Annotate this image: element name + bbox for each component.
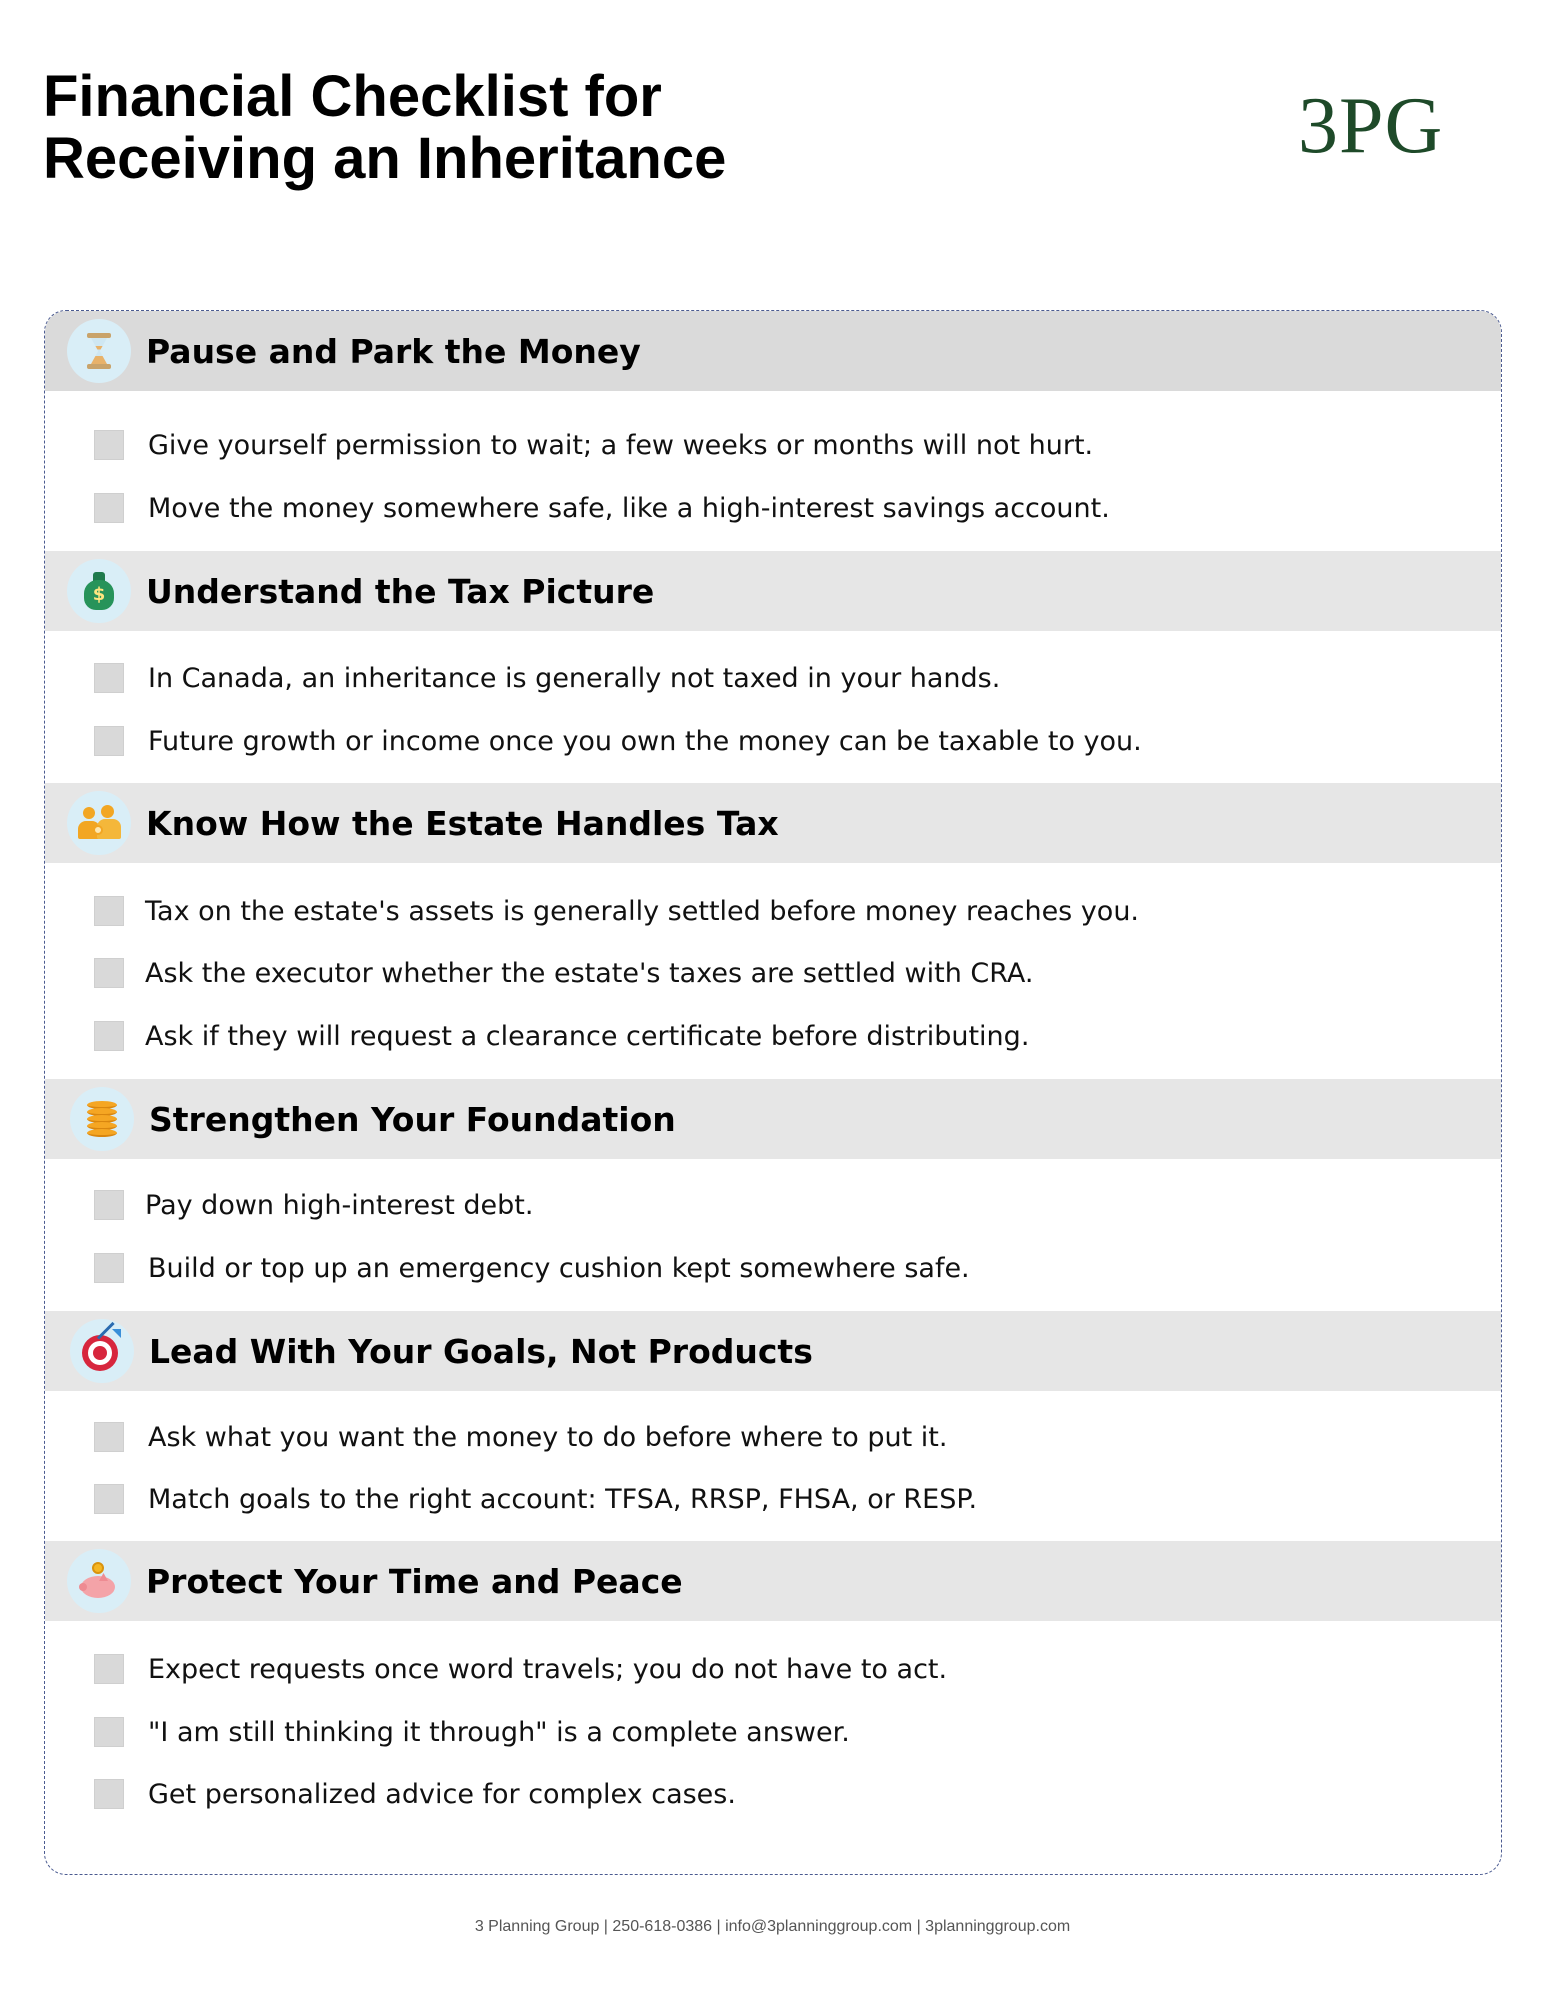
checklist-item-text: "I am still thinking it through" is a complete answer.: [148, 1716, 850, 1748]
checklist-item[interactable]: [45, 1180, 1501, 1230]
checkbox[interactable]: [94, 1021, 124, 1051]
checkbox[interactable]: [94, 1422, 124, 1452]
checklist-item-text: Build or top up an emergency cushion kept somewhere safe.: [148, 1252, 970, 1284]
checklist-item-text: Expect requests once word travels; you do not have to act.: [148, 1653, 948, 1685]
checklist-item[interactable]: [45, 653, 1501, 703]
checklist-item[interactable]: [45, 886, 1501, 936]
checkbox[interactable]: [94, 1253, 124, 1283]
section-title: Understand the Tax Picture: [146, 571, 655, 611]
target-icon: [70, 1319, 134, 1383]
checkbox[interactable]: [94, 1654, 124, 1684]
section-title: Lead With Your Goals, Not Products: [149, 1331, 813, 1371]
section-header-protect-time: [45, 1541, 1501, 1621]
hourglass-icon: [67, 319, 131, 383]
checklist-item-text: Tax on the estate's assets is generally settled before money reaches you.: [145, 895, 1140, 927]
checklist-item-text: Match goals to the right account: TFSA, RRSP, FHSA, or RESP.: [148, 1483, 978, 1515]
checklist-item[interactable]: [45, 1243, 1501, 1293]
checkbox[interactable]: [94, 430, 124, 460]
page-title: [43, 66, 726, 190]
checklist-item[interactable]: [45, 1412, 1501, 1462]
checkbox[interactable]: [94, 493, 124, 523]
checklist-item-text: Get personalized advice for complex cases.: [148, 1778, 736, 1810]
checkbox[interactable]: [94, 663, 124, 693]
checklist-item[interactable]: [45, 483, 1501, 533]
family-icon: [67, 791, 131, 855]
checkbox[interactable]: [94, 958, 124, 988]
checklist-item[interactable]: [45, 1769, 1501, 1819]
checkbox[interactable]: [94, 726, 124, 756]
checklist-card: [44, 310, 1502, 1875]
piggy-bank-icon: [67, 1549, 131, 1613]
checklist-item[interactable]: [45, 716, 1501, 766]
checklist-item-text: Future growth or income once you own the money can be taxable to you.: [148, 725, 1142, 757]
section-title: Pause and Park the Money: [146, 331, 641, 371]
section-header-estate-tax: [45, 783, 1501, 863]
checkbox[interactable]: [94, 1779, 124, 1809]
checklist-item-text: Ask if they will request a clearance certificate before distributing.: [145, 1020, 1030, 1052]
checklist-item[interactable]: [45, 1707, 1501, 1757]
checkbox[interactable]: [94, 1484, 124, 1514]
checklist-item[interactable]: [45, 1474, 1501, 1524]
checklist-item[interactable]: [45, 1644, 1501, 1694]
money-bag-icon: $: [67, 559, 131, 623]
section-title: Strengthen Your Foundation: [149, 1099, 676, 1139]
page-title-line-2: Receiving an Inheritance: [43, 126, 727, 191]
checklist-item-text: Move the money somewhere safe, like a high-interest savings account.: [148, 492, 1110, 524]
checkbox[interactable]: [94, 1190, 124, 1220]
checkbox[interactable]: [94, 896, 124, 926]
checklist-item-text: Give yourself permission to wait; a few weeks or months will not hurt.: [148, 429, 1094, 461]
checklist-item[interactable]: [45, 420, 1501, 470]
checklist-item-text: Pay down high-interest debt.: [145, 1189, 534, 1221]
section-header-goals: [45, 1311, 1501, 1391]
footer-contact: 3 Planning Group | 250-618-0386 | info@3planninggroup.com | 3planninggroup.com: [474, 1918, 1071, 1935]
coin-stack-icon: [70, 1087, 134, 1151]
checklist-item[interactable]: [45, 1011, 1501, 1061]
section-header-tax-picture: [45, 551, 1501, 631]
checklist-item-text: Ask the executor whether the estate's taxes are settled with CRA.: [145, 957, 1034, 989]
section-header-pause-and-park: [45, 311, 1501, 391]
section-title: Know How the Estate Handles Tax: [146, 803, 779, 843]
page-title-line-1: Financial Checklist for: [43, 64, 662, 129]
checklist-item-text: Ask what you want the money to do before where to put it.: [148, 1421, 948, 1453]
checklist-item-text: In Canada, an inheritance is generally not taxed in your hands.: [148, 662, 1001, 694]
section-header-foundation: [45, 1079, 1501, 1159]
company-logo: 3PG: [1298, 82, 1444, 170]
checkbox[interactable]: [94, 1717, 124, 1747]
section-title: Protect Your Time and Peace: [146, 1561, 683, 1601]
checklist-item[interactable]: [45, 948, 1501, 998]
